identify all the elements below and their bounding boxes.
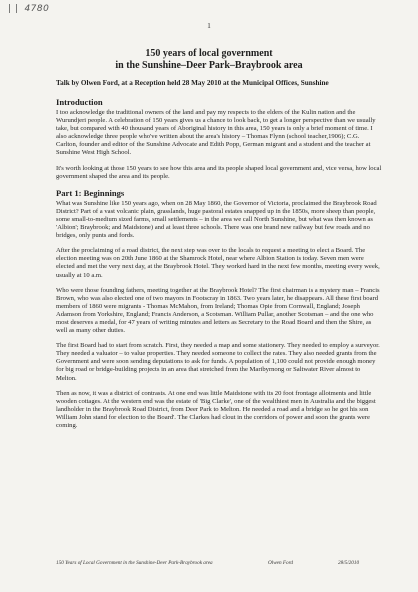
document-title xyxy=(30,48,388,72)
handwritten-annotation xyxy=(8,4,49,14)
title-line-1: 150 years of local government xyxy=(145,48,273,59)
handwritten-marks: | | xyxy=(8,4,19,14)
section-heading: Part 1: Beginnings xyxy=(56,187,125,198)
document-body xyxy=(56,97,382,437)
section-heading: Introduction xyxy=(56,97,103,107)
paragraph: Who were those founding fathers, meeting together at the Braybrook Hotel? The first chairman is a mystery man – Francis Brown, who was also elected one of two mayors in Footscray in 1863. Two years later, he disappears. All these first board members of 1860 were migrants - Thomas McMahon, from Ireland; Thomas Opie from Cornwall, England; Joseph Adamson from Yorkshire, England; Francis Anderson, a Scotsman. William Pullar, another Scotsman – and the one who most deserves a medal, for 47 years of writing minutes and letters as Secretary to the Road Board and then the Shire, as well as many other duties. xyxy=(56,286,380,335)
page-footer xyxy=(56,560,382,566)
paragraph: It's worth looking at those 150 years to see how this area and its people shaped local government and, vice versa, how local government shaped the area and its people. xyxy=(56,164,382,180)
page-number: 1 xyxy=(207,22,211,30)
section-introduction xyxy=(56,97,382,181)
paragraph: What was Sunshine like 150 years ago, when on 28 May 1860, the Governor of Victoria, proclaimed the Braybrook Road District? Part of a vast volcanic plain, grasslands, huge pastoral estates snapped up in the 1850s, more sheep than people, some small-to-medium sized farms, small settlements – in the area we call North Sunshine, but what was then known as 'Albion'; Braybrook; and Maidstone) and at least three schools. There was one brand new railway but few roads and no bridges, only punts and fords. xyxy=(56,199,377,240)
title-line-2: in the Sunshine–Deer Park–Braybrook area xyxy=(115,60,303,71)
paragraph: After the proclaiming of a road district, the next step was over to the locals to request a meeting to elect a Board. The election meeting was on 20th June 1860 at the Shamrock Hotel, near where Albion Station is today. Seven men were elected and met the very next day, at the Braybrook Hotel. They worked hard in the next few months, meeting every week, usually at 10 a.m. xyxy=(56,247,380,279)
paragraph: The first Board had to start from scratch. First, they needed a map and some stationery. They needed to employ a surveyor. They needed a valuator – to value properties. They needed someone to collect the rates. They also needed grants from the Government and were soon sending deputations to ask for funds. A population of 1,100 could not provide enough money for big road or bridge-building projects in an area that stretched from the Maribyrnong or Saltwater River almost to Melton. xyxy=(56,342,380,382)
talk-info: Talk by Olwen Ford, at a Reception held 28 May 2010 at the Municipal Offices, Sunshine xyxy=(56,79,329,87)
handwritten-number: 4780 xyxy=(24,4,50,14)
paragraph: Then as now, it was a district of contrasts. At one end was little Maidstone with its 20 foot frontage allotments and little wooden cottages. At the western end was the estate of 'Big Clarke', one of the wealthiest men in Australia and the biggest landholder in the Braybrook Road District, from Deer Park to Melton. He needed a road and a bridge so he got his son William John stand for election to the Board'. The Clarkes had clout in the corridors of power and soon the grants were coming. xyxy=(56,389,376,429)
section-beginnings xyxy=(56,188,382,430)
footer-title: 150 Years of Local Government in the Sunshine-Deer Park-Braybrook area xyxy=(56,560,213,566)
footer-date: 28/5/2010 xyxy=(338,560,360,566)
paragraph: I too acknowledge the traditional owners of the land and pay my respects to the elders of the Kulin nation and the Wurundjeri people. A celebration of 150 years gives us a chance to look back, to get a longer perspective than we usually take, but compared with 40 thousand years of Aboriginal history in this area, 150 years is only a brief moment of time. I also acknowledge three people who've written about the area's history – Thomas Flynn (school teacher,1906); C.G. Carlton, founder and editor of the Sunshine Advocate and Edith Popp, German migrant and a student and the teacher at Sunshine West High School. xyxy=(56,109,376,157)
footer-author: Olwen Ford xyxy=(268,560,294,566)
